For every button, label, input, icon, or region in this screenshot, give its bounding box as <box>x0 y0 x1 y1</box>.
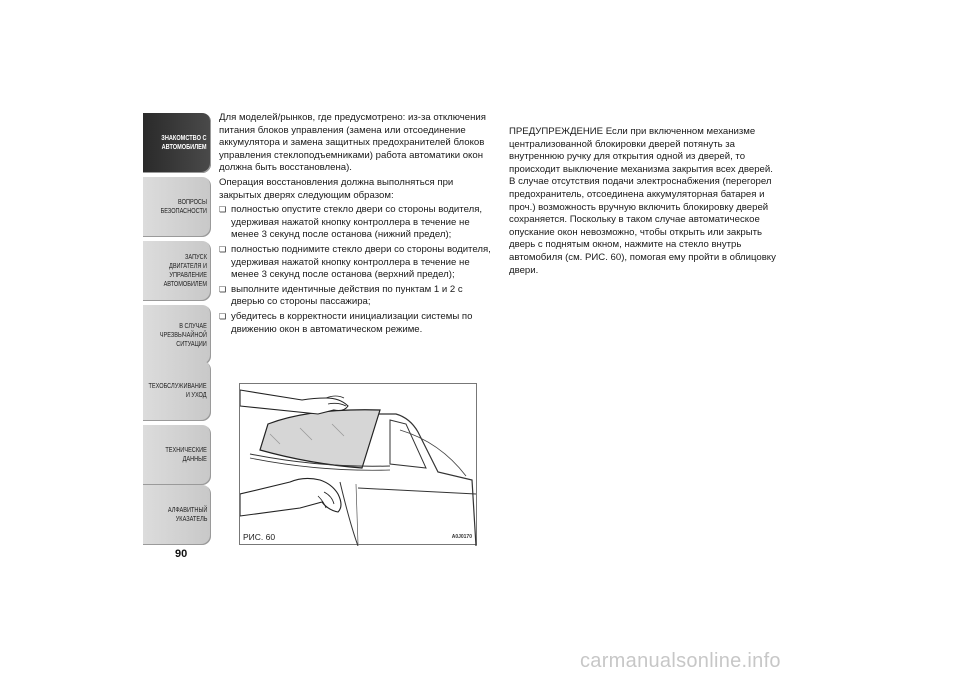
list-item: ❏ полностью опустите стекло двери со стороны водителя, удерживая нажатой кнопку контроллера в течение не менее 3 секунд после останова (нижний предел); <box>219 204 491 242</box>
page-number: 90 <box>175 548 188 560</box>
left-column <box>219 112 491 338</box>
tab-znakomstvo[interactable] <box>143 113 211 173</box>
watermark: carmanualsonline.info <box>580 650 781 672</box>
tab-alfavitnyy-ukazatel[interactable] <box>143 485 211 545</box>
tab-label: ЗАПУСК ДВИГАТЕЛЯ И УПРАВЛЕНИЕ АВТОМОБИЛЕМ <box>163 254 207 288</box>
warning-paragraph: ПРЕДУПРЕЖДЕНИЕ Если при включенном механизме централизованной блокировки дверей потянуть за внутреннюю ручку для открытия одной из дверей, то происходит выключение механизма закрытия всех дверей. В случае отсутствия подачи электроснабжения (перегорел предохранитель, отсоединена аккумуляторная батарея и проч.) возможность вручную включить блокировку дверей сохраняется. Поскольку в таком случае автоматическое опускание окон невозможно, чтобы открыть или закрыть дверь с поднятым окном, нажмите на стекло внутрь автомобиля (см. РИС. 60), помогая ему пройти в облицовку двери. <box>509 126 776 276</box>
figure-60 <box>239 383 477 545</box>
figure-code: A0J0170 <box>451 534 472 540</box>
list-item: ❏ выполните идентичные действия по пунктам 1 и 2 с дверью со стороны пассажира; <box>219 284 491 309</box>
intro-paragraph: Для моделей/рынков, где предусмотрено: из-за отключения питания блоков управления (замена или отсоединение аккумулятора и замена защитных предохранителей блоков управления стеклоподъемниками) работа автоматики окон должна быть восстановлена). <box>219 112 486 174</box>
figure-caption: РИС. 60 <box>243 532 276 542</box>
tab-label: ТЕХНИЧЕСКИЕ ДАННЫЕ <box>165 447 207 463</box>
tab-zapusk-dvigatelya[interactable] <box>143 241 211 301</box>
tab-chrezvychaynaya-situatsiya[interactable] <box>143 305 211 365</box>
door-window-illustration <box>240 384 478 546</box>
procedure-paragraph: Операция восстановления должна выполняться при закрытых дверях следующим образом: <box>219 176 454 201</box>
tab-label: ТЕХОБСЛУЖИВАНИЕ И УХОД <box>148 383 207 399</box>
tab-tehobsluzhivanie[interactable] <box>143 361 211 421</box>
tab-label: ЗНАКОМСТВО С АВТОМОБИЛЕМ <box>161 135 207 151</box>
tab-label: В СЛУЧАЕ ЧРЕЗВЫЧАЙНОЙ СИТУАЦИИ <box>159 322 207 348</box>
tab-label: ВОПРОСЫ БЕЗОПАСНОСТИ <box>160 199 207 215</box>
right-column <box>509 126 777 279</box>
list-item: ❏ убедитесь в корректности инициализации системы по движению окон в автоматическом режиме. <box>219 311 491 336</box>
tab-voprosy-bezopasnosti[interactable] <box>143 177 211 237</box>
tab-label: АЛФАВИТНЫЙ УКАЗАТЕЛЬ <box>167 507 207 523</box>
list-item: ❏ полностью поднимите стекло двери со стороны водителя, удерживая нажатой кнопку контроллера в течение не менее 3 секунд после останова (верхний предел); <box>219 244 491 282</box>
tab-tehnicheskie-dannye[interactable] <box>143 425 211 485</box>
